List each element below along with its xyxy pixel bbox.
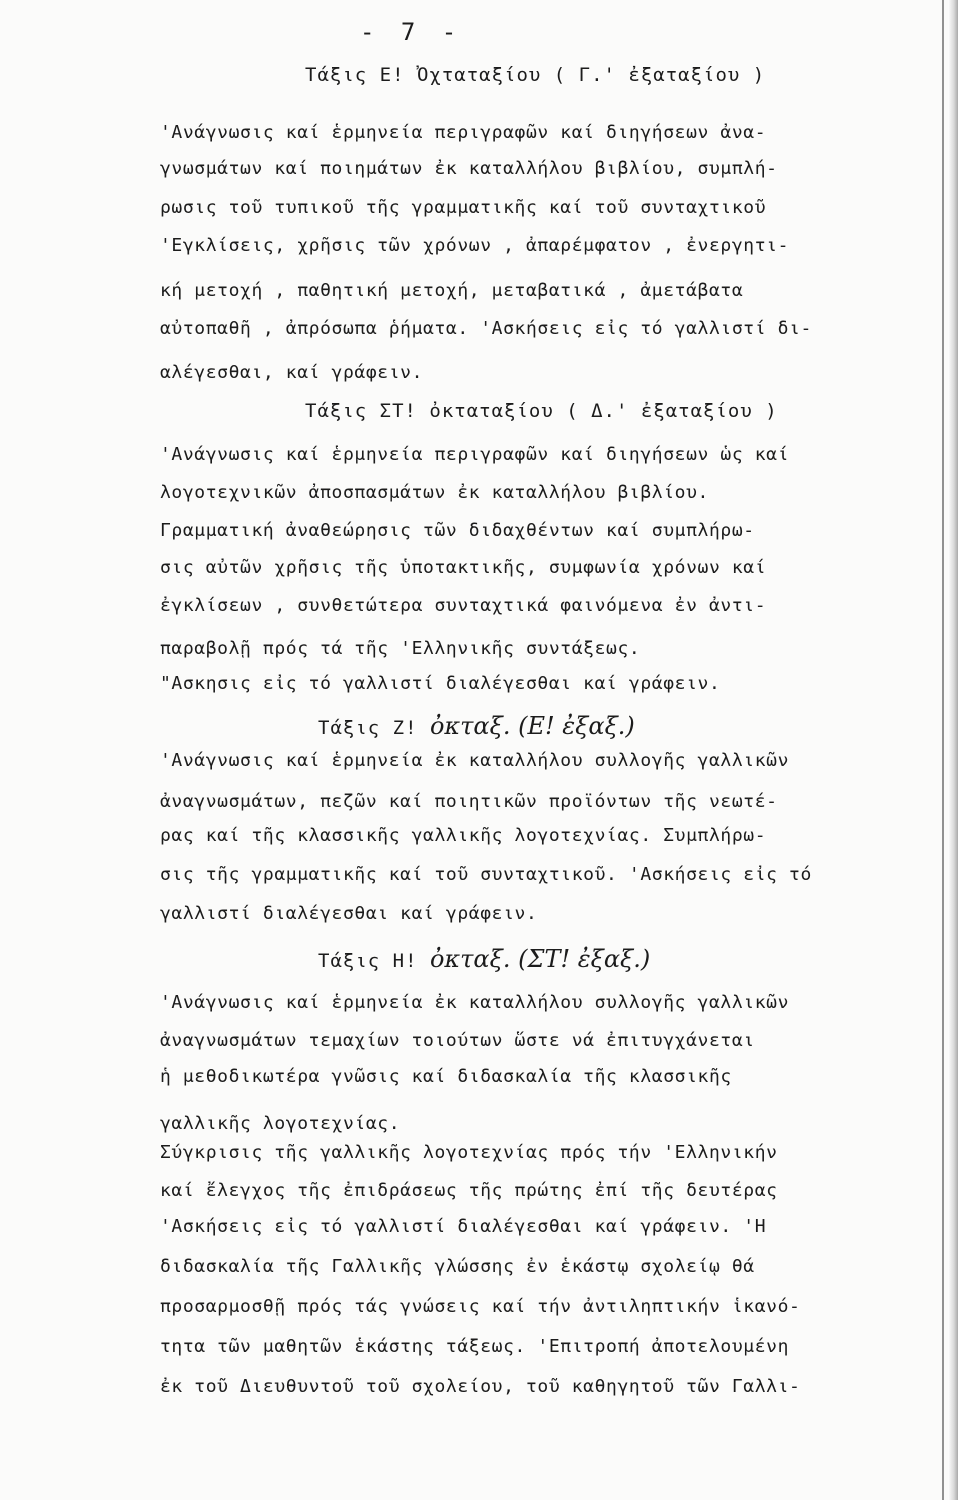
text-line: Γραμματική ἀναθεώρησις τῶν διδαχθέντων καί συμπλήρω-: [160, 520, 755, 541]
section-heading-e: Τάξις Ε! Ὀχταταξίου ( Γ.' ἐξαταξίου ): [305, 64, 766, 86]
text-line: καί ἔλεγχος τῆς ἐπιδράσεως τῆς πρώτης ἐπί τῆς δευτέρας: [160, 1180, 778, 1201]
handwritten-annotation: ὀκταξ. (ΣΤ! ἐξαξ.): [429, 945, 651, 973]
section-heading-text: Τάξις Η!: [318, 950, 418, 972]
text-line: 'Ανάγνωσις καί ἑρμηνεία περιγραφῶν καί διηγήσεων ἀνα-: [160, 122, 767, 143]
text-line: ρας καί τῆς κλασσικῆς γαλλικῆς λογοτεχνίας. Συμπλήρω-: [160, 825, 767, 846]
text-line: τητα τῶν μαθητῶν ἑκάστης τάξεως. 'Επιτροπή ἀποτελουμένη: [160, 1336, 790, 1357]
text-line: 'Ανάγνωσις καί ἑρμηνεία ἐκ καταλλήλου συλλογῆς γαλλικῶν: [160, 750, 790, 771]
text-line: ἐγκλίσεων , συνθετώτερα συνταχτικά φαινόμενα ἐν ἀντι-: [160, 595, 767, 616]
text-line: Σύγκρισις τῆς γαλλικῆς λογοτεχνίας πρός τήν 'Ελληνικήν: [160, 1142, 778, 1163]
text-line: σις αὐτῶν χρῆσις τῆς ὑποτακτικῆς, συμφωνία χρόνων καί: [160, 557, 767, 578]
text-line: 'Ανάγνωσις καί ἑρμηνεία ἐκ καταλλήλου συλλογῆς γαλλικῶν: [160, 992, 790, 1013]
page-number: - 7 -: [360, 18, 463, 46]
section-heading-st: Τάξις ΣΤ! ὀκταταξίου ( Δ.' ἐξαταξίου ): [305, 400, 778, 422]
text-line: γνωσμάτων καί ποιημάτων ἐκ καταλλήλου βιβλίου, συμπλή-: [160, 158, 778, 179]
handwritten-annotation: ὀκταξ. (Ε! ἐξαξ.): [429, 712, 635, 740]
text-line: ἐκ τοῦ Διευθυντοῦ τοῦ σχολείου, τοῦ καθηγητοῦ τῶν Γαλλι-: [160, 1376, 801, 1397]
page-edge-shadow: [942, 0, 944, 1500]
text-line: αλέγεσθαι, καί γράφειν.: [160, 362, 424, 383]
text-line: γαλλιστί διαλέγεσθαι καί γράφειν.: [160, 903, 538, 924]
text-line: 'Ανάγνωσις καί ἑρμηνεία περιγραφῶν καί διηγήσεων ὡς καί: [160, 444, 790, 465]
page-edge: [948, 0, 958, 1500]
text-line: ἀναγνωσμάτων τεμαχίων τοιούτων ὥστε νά ἐπιτυγχάνεται: [160, 1030, 755, 1051]
text-line: 'Ασκήσεις εἰς τό γαλλιστί διαλέγεσθαι καί γράφειν. 'Η: [160, 1216, 767, 1237]
text-line: αὐτοπαθῆ , ἀπρόσωπα ῥήματα. 'Ασκήσεις εἰς τό γαλλιστί δι-: [160, 318, 812, 339]
text-line: γαλλικῆς λογοτεχνίας.: [160, 1113, 401, 1134]
text-line: κή μετοχή , παθητική μετοχή, μεταβατικά , ἀμετάβατα: [160, 280, 744, 301]
section-heading-text: Τάξις Ζ!: [318, 717, 418, 739]
text-line: "Ασκησις εἰς τό γαλλιστί διαλέγεσθαι καί γράφειν.: [160, 673, 721, 694]
section-heading-h: [318, 945, 650, 973]
text-line: 'Εγκλίσεις, χρῆσις τῶν χρόνων , ἀπαρέμφατον , ἐνεργητι-: [160, 235, 790, 256]
text-line: ἀναγνωσμάτων, πεζῶν καί ποιητικῶν προϊόντων τῆς νεωτέ-: [160, 791, 778, 812]
section-heading-z: [318, 712, 635, 740]
text-line: παραβολῇ πρός τά τῆς 'Ελληνικῆς συντάξεως.: [160, 638, 641, 659]
text-line: σις τῆς γραμματικῆς καί τοῦ συνταχτικοῦ. 'Ασκήσεις εἰς τό: [160, 864, 812, 885]
text-line: προσαρμοσθῇ πρός τάς γνώσεις καί τήν ἀντιληπτικήν ἱκανό-: [160, 1296, 801, 1317]
text-line: ἡ μεθοδικωτέρα γνῶσις καί διδασκαλία τῆς κλασσικῆς: [160, 1066, 732, 1087]
text-line: διδασκαλία τῆς Γαλλικῆς γλώσσης ἐν ἑκάστῳ σχολείῳ θά: [160, 1256, 755, 1277]
text-line: ρωσις τοῦ τυπικοῦ τῆς γραμματικῆς καί τοῦ συνταχτικοῦ: [160, 197, 767, 218]
text-line: λογοτεχνικῶν ἀποσπασμάτων ἐκ καταλλήλου βιβλίου.: [160, 482, 709, 503]
